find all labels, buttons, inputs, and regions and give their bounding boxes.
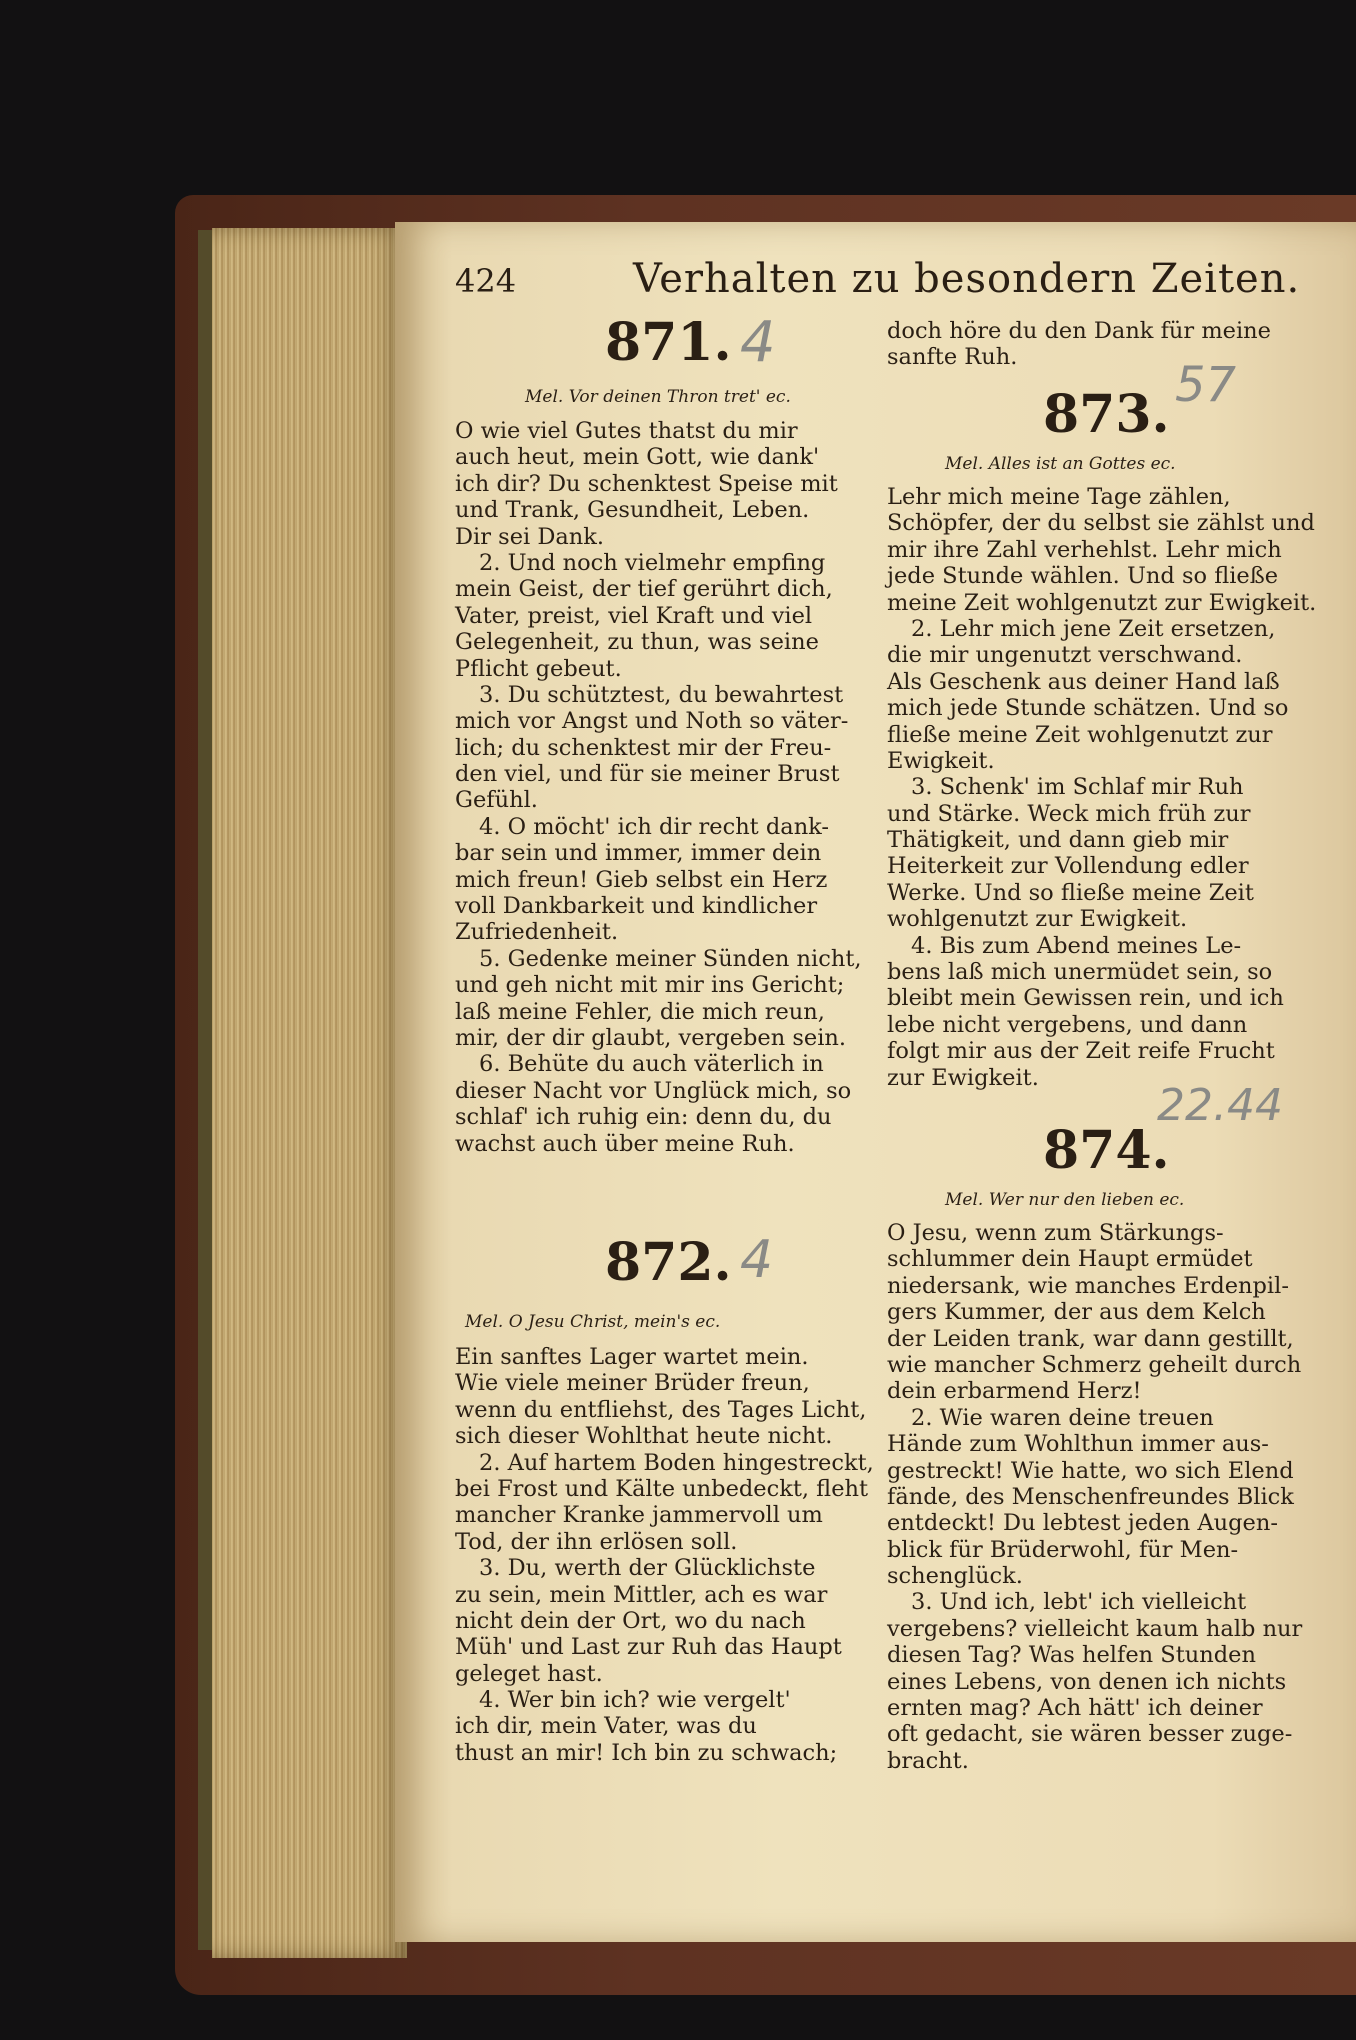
text-line: mir ihre Zahl verhehlst. Lehr mich bbox=[887, 536, 1282, 563]
text-line: 2. Lehr mich jene Zeit ersetzen, bbox=[911, 615, 1276, 642]
text-line: Hände zum Wohlthun immer aus- bbox=[887, 1431, 1269, 1458]
text-line: meine Zeit wohlgenutzt zur Ewigkeit. bbox=[887, 589, 1317, 616]
text-line: dieser Nacht vor Unglück mich, so bbox=[455, 1077, 852, 1104]
melody-note-872: Mel. O Jesu Christ, mein's ec. bbox=[465, 1312, 721, 1332]
text-line: oft gedacht, sie wären besser zuge- bbox=[887, 1721, 1293, 1748]
text-line: 4. Bis zum Abend meines Le- bbox=[911, 932, 1242, 959]
text-line: dein erbarmend Herz! bbox=[887, 1378, 1142, 1405]
pencil-annotation-874: 22.44 bbox=[1157, 1080, 1283, 1131]
text-line: 5. Gedenke meiner Sünden nicht, bbox=[479, 945, 862, 972]
hymn-number-872: 872. bbox=[605, 1232, 732, 1293]
text-line: 2. Auf hartem Boden hingestreckt, bbox=[479, 1449, 874, 1476]
pencil-annotation-873: 57 bbox=[1175, 357, 1237, 413]
text-line: gers Kummer, der aus dem Kelch bbox=[887, 1299, 1266, 1326]
text-line: Ein sanftes Lager wartet mein. bbox=[455, 1344, 809, 1370]
text-line: mich vor Angst und Noth so väter- bbox=[455, 708, 849, 735]
text-line: bar sein und immer, immer dein bbox=[455, 840, 822, 867]
text-line: bleibt mein Gewissen rein, und ich bbox=[887, 985, 1284, 1012]
text-line: 3. Und ich, lebt' ich vielleicht bbox=[911, 1589, 1247, 1616]
text-line: entdeckt! Du lebtest jeden Augen- bbox=[887, 1510, 1278, 1537]
text-line: Werke. Und so fließe meine Zeit bbox=[887, 879, 1254, 906]
text-line: ernten mag? Ach hätt' ich deiner bbox=[887, 1695, 1263, 1722]
text-line: Zufriedenheit. bbox=[455, 919, 619, 946]
text-line: Dir sei Dank. bbox=[455, 523, 605, 550]
hymn-number-871: 871. bbox=[605, 312, 732, 373]
hymn-text-872 bbox=[455, 1344, 874, 1766]
text-line: 2. Und noch vielmehr empfing bbox=[479, 549, 826, 576]
text-line: vergebens? vielleicht kaum halb nur bbox=[887, 1615, 1303, 1642]
text-line: diesen Tag? Was helfen Stunden bbox=[887, 1642, 1256, 1669]
text-line: schenglück. bbox=[887, 1563, 1023, 1590]
text-line: wenn du entfliehst, des Tages Licht, bbox=[455, 1396, 867, 1423]
text-line: lich; du schenktest mir der Freu- bbox=[455, 734, 832, 761]
text-line: Pflicht gebeut. bbox=[455, 655, 622, 682]
text-line: blick für Brüderwohl, für Men- bbox=[887, 1536, 1239, 1563]
text-line: O wie viel Gutes thatst du mir bbox=[455, 418, 798, 444]
text-line: thust an mir! Ich bin zu schwach; bbox=[455, 1739, 838, 1766]
text-line: fände, des Menschenfreundes Blick bbox=[887, 1483, 1294, 1510]
text-line: folgt mir aus der Zeit reife Frucht bbox=[887, 1038, 1275, 1065]
text-line: Wie viele meiner Brüder freun, bbox=[455, 1370, 810, 1397]
page-edges bbox=[212, 228, 407, 1958]
text-line: mich jede Stunde schätzen. Und so bbox=[887, 695, 1289, 722]
hymn-text-871 bbox=[455, 418, 862, 1157]
text-line: 4. Wer bin ich? wie vergelt' bbox=[479, 1687, 791, 1714]
running-header: Verhalten zu besondern Zeiten. bbox=[633, 256, 1301, 302]
text-line: Vater, preist, viel Kraft und viel bbox=[455, 602, 813, 629]
text-line: jede Stunde wählen. Und so fließe bbox=[887, 563, 1279, 590]
text-line: Schöpfer, der du selbst sie zählst und bbox=[887, 510, 1315, 537]
text-line: O Jesu, wenn zum Stärkungs- bbox=[887, 1220, 1224, 1246]
text-line: bracht. bbox=[887, 1747, 969, 1774]
text-line: der Leiden trank, war dann gestillt, bbox=[887, 1325, 1294, 1352]
hymn-text-873 bbox=[887, 484, 1317, 1091]
text-line: Heiterkeit zur Vollendung edler bbox=[887, 853, 1249, 880]
text-line: Gefühl. bbox=[455, 787, 538, 814]
text-line: sanfte Ruh. bbox=[887, 344, 1018, 371]
text-line: zu sein, mein Mittler, ach es war bbox=[455, 1581, 828, 1608]
text-line: 4. O möcht' ich dir recht dank- bbox=[479, 813, 830, 840]
text-line: nicht dein der Ort, wo du nach bbox=[455, 1607, 806, 1634]
melody-note-871: Mel. Vor deinen Thron tret' ec. bbox=[525, 387, 791, 407]
text-line: eines Lebens, von denen ich nichts bbox=[887, 1668, 1287, 1695]
page-number: 424 bbox=[455, 262, 517, 300]
text-line: schlummer dein Haupt ermüdet bbox=[887, 1246, 1253, 1273]
melody-note-873: Mel. Alles ist an Gottes ec. bbox=[945, 454, 1176, 474]
hymn-number-873: 873. bbox=[1043, 384, 1170, 445]
text-line: niedersank, wie manches Erdenpil- bbox=[887, 1272, 1289, 1299]
text-line: Gelegenheit, zu thun, was seine bbox=[455, 629, 819, 656]
text-line: wohlgenutzt zur Ewigkeit. bbox=[887, 906, 1188, 933]
text-line: mein Geist, der tief gerührt dich, bbox=[455, 576, 833, 603]
pencil-annotation-872: 4 bbox=[740, 1230, 774, 1290]
text-line: fließe meine Zeit wohlgenutzt zur bbox=[887, 721, 1273, 748]
text-line: laß meine Fehler, die mich reun, bbox=[455, 998, 825, 1025]
text-line: Lehr mich meine Tage zählen, bbox=[887, 484, 1231, 510]
text-line: ich dir? Du schenktest Speise mit bbox=[455, 470, 838, 497]
text-line: und Trank, Gesundheit, Leben. bbox=[455, 497, 810, 524]
text-line: schlaf' ich ruhig ein: denn du, du bbox=[455, 1104, 832, 1131]
hymn-text-874 bbox=[887, 1220, 1307, 1774]
text-line: 2. Wie waren deine treuen bbox=[911, 1404, 1214, 1431]
text-line: wachst auch über meine Ruh. bbox=[455, 1130, 795, 1157]
text-line: Als Geschenk aus deiner Hand laß bbox=[887, 668, 1280, 695]
text-line: die mir ungenutzt verschwand. bbox=[887, 642, 1243, 669]
text-line: 3. Du, werth der Glücklichste bbox=[479, 1555, 816, 1582]
text-line: Müh' und Last zur Ruh das Haupt bbox=[455, 1634, 842, 1661]
text-line: doch höre du den Dank für meine bbox=[887, 318, 1271, 344]
text-line: auch heut, mein Gott, wie dank' bbox=[455, 444, 820, 471]
text-line: ich dir, mein Vater, was du bbox=[455, 1713, 757, 1740]
text-line: und Stärke. Weck mich früh zur bbox=[887, 800, 1251, 827]
pencil-annotation-871: 4 bbox=[740, 310, 776, 375]
text-line: wie mancher Schmerz geheilt durch bbox=[887, 1351, 1302, 1378]
text-line: den viel, und für sie meiner Brust bbox=[455, 761, 840, 788]
melody-note-874: Mel. Wer nur den lieben ec. bbox=[945, 1190, 1185, 1210]
text-line: 6. Behüte du auch väterlich in bbox=[479, 1051, 824, 1078]
text-line: mancher Kranke jammervoll um bbox=[455, 1502, 823, 1529]
hymn-text-872-continued bbox=[887, 318, 1307, 371]
text-line: lebe nicht vergebens, und dann bbox=[887, 1011, 1248, 1038]
text-line: zur Ewigkeit. bbox=[887, 1064, 1039, 1091]
text-line: gestreckt! Wie hatte, wo sich Elend bbox=[887, 1457, 1294, 1484]
text-line: Ewigkeit. bbox=[887, 747, 995, 774]
text-line: geleget hast. bbox=[455, 1660, 603, 1687]
text-line: Thätigkeit, und dann gieb mir bbox=[887, 827, 1229, 854]
text-line: 3. Du schütztest, du bewahrtest bbox=[479, 681, 844, 708]
text-line: bens laß mich unermüdet sein, so bbox=[887, 959, 1273, 986]
book-page bbox=[395, 222, 1356, 1942]
text-line: voll Dankbarkeit und kindlicher bbox=[455, 893, 818, 920]
text-line: sich dieser Wohlthat heute nicht. bbox=[455, 1423, 833, 1450]
text-line: 3. Schenk' im Schlaf mir Ruh bbox=[911, 774, 1244, 801]
hymn-number-874: 874. bbox=[1043, 1120, 1170, 1181]
text-line: Tod, der ihn erlösen soll. bbox=[455, 1528, 738, 1555]
text-line: mich freun! Gieb selbst ein Herz bbox=[455, 866, 828, 893]
text-line: mir, der dir glaubt, vergeben sein. bbox=[455, 1024, 847, 1051]
text-line: bei Frost und Kälte unbedeckt, fleht bbox=[455, 1475, 869, 1502]
text-line: und geh nicht mit mir ins Gericht; bbox=[455, 972, 845, 999]
